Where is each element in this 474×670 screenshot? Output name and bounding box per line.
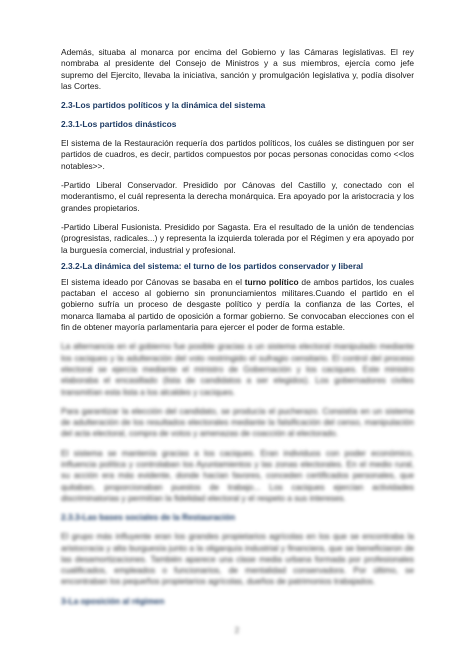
- blurred-electoral-system-paragraph: La alternancia en el gobierno fue posible gracias a un sistema electoral manipulado mediante los caciques y la adulteración del voto restringido el sufragio censitario. El control del proceso electoral se ejercía mediante el ministro de Gobernación y los caciques. Este ministro elaboraba el encasillado (lista de candidatos a ser elegidos). Los gobernadores civiles transmitían esta lista a los alcaldes y caciques.: [61, 341, 414, 397]
- section-heading-2-3: 2.3-Los partidos políticos y la dinámica del sistema: [61, 100, 266, 111]
- political-turn-bold: turno político: [244, 276, 299, 287]
- blurred-social-bases-paragraph: El grupo más influyente eran los grandes propietarios agrícolas en los que se encontraba la aristocracia y alta burguesía junto a la oligarquía industrial y financiera, que se beneficiaron de las desamortizaciones. También aparece una clase media urbana formada por profesionales cualificados, empleados o funcionarios, de mentalidad conservadora. Por último, se encontraban los pequeños propietarios agrícolas, dueños de patrimonios trabajados.: [61, 531, 414, 587]
- subsection-heading-2-3-2: 2.3.2-La dinámica del sistema: el turno de los partidos conservador y liberal: [61, 260, 364, 271]
- intro-paragraph: Además, situaba al monarca por encima del Gobierno y las Cámaras legislativas. El rey nombraba al presidente del Consejo de Ministros y a sus miembros, ejercía como jefe supremo del Ejercito, llevaba la iniciativa, sanción y promulgación legislativa y, podía disolver las Cortes.: [61, 47, 414, 91]
- dynastic-parties-paragraph: El sistema de la Restauración requería dos partidos políticos, los cuáles se distinguen por ser partidos de cuadros, es decir, partidos compuestos por pocas personas conocidas como <<los notables>>.: [61, 138, 414, 171]
- political-turn-text-before: El sistema ideado por Cánovas se basaba en el: [61, 276, 245, 287]
- page-number: 2: [234, 626, 240, 635]
- blurred-pucherazo-paragraph: Para garantizar la elección del candidato, se producía el pucherazo. Consistía en un sistema de adulteración de los resultados electorales mediante la falsificación del censo, manipulación del acta electoral, compra de votos y amenazas de coacción al electorado.: [61, 405, 414, 439]
- subsection-heading-2-3-3: 2.3.3-Las bases sociales de la Restauración: [61, 512, 236, 523]
- subsection-heading-2-3-1: 2.3.1-Los partidos dinásticos: [61, 119, 177, 130]
- blurred-caciques-paragraph: El sistema se mantenía gracias a los caciques. Eran individuos con poder económico, influencia política y controlaban los Ayuntamientos y las zonas electorales. En el medio rural, su acción era más evidente, donde hacían favores, conceden certificados personales, que quitaban, proporcionaban puestos de trabajo... Los caciques ejercían actividades discriminatorias y permitían la fidelidad electoral y el respeto a sus intereses.: [61, 447, 414, 503]
- political-turn-paragraph: [61, 277, 414, 333]
- political-turn-text-after: de ambos partidos, los cuales pactaban el acceso al gobierno sin pronunciamientos militares.Cuando el partido en el gobierno sufría un proceso de desgaste político y perdía la confianza de las Cortes, el monarca llamaba al partido de oposición a formar gobierno. Se convocaban elecciones con el fin de obtener mayoría parlamentaria para ejercer el poder de forma estable.: [61, 276, 414, 333]
- section-heading-3: 3-La oposición al régimen: [61, 595, 165, 606]
- blurred-preview-region: [61, 341, 414, 606]
- conservative-party-paragraph: -Partido Liberal Conservador. Presidido por Cánovas del Castillo y, conectado con el moderantismo, el cuál representa la derecha monárquica. Era apoyado por la aristocracia y los grandes propietarios.: [61, 180, 414, 213]
- fusionist-party-paragraph: -Partido Liberal Fusionista. Presidido por Sagasta. Era el resultado de la unión de tendencias (progresistas, radicales...) y representa la izquierda tolerada por el Régimen y era apoyado por la burguesía comercial, industrial y profesional.: [61, 221, 414, 255]
